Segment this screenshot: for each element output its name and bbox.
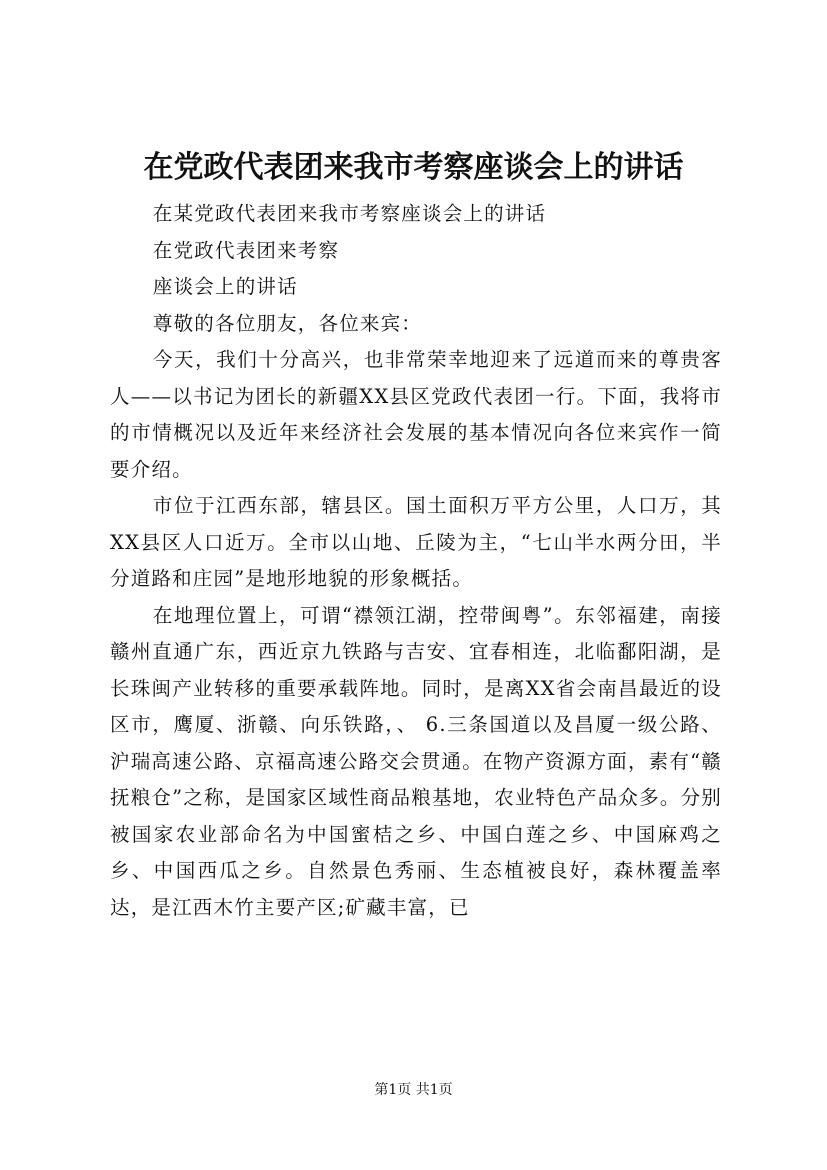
paragraph-intro: 今天，我们十分高兴，也非常荣幸地迎来了远道而来的尊贵客人——以书记为团长的新疆XX县区党政代表团一行。下面，我将市的市情概况以及近年来经济社会发展的基本情况向各位来宾作一简要介绍。 [110, 348, 722, 481]
paragraph-geography: 在地理位置上，可谓“襟领江湖，控带闽粤”。东邻福建，南接赣州直通广东，西近京九铁路与吉安、宜春相连，北临鄱阳湖，是长珠闽产业转移的重要承载阵地。同时，是离XX省会南昌最近的设区市，鹰厦、浙赣、向乐铁路，、 6.三条国道以及昌厦一级公路、沪瑞高速公路、京福高速公路交会贯通。在物产资源方面，素有“赣抚粮仓”之称，是国家区域性商品粮基地，农业特色产品众多。分别被国家农业部命名为中国蜜桔之乡、中国白莲之乡、中国麻鸡之乡、中国西瓜之乡。自然景色秀丽、生态植被良好，森林覆盖率达，是江西木竹主要产区;矿藏丰富，已 [110, 603, 722, 919]
paragraph-subtitle-3: 座谈会上的讲话 [152, 275, 298, 298]
paragraph-subtitle-1: 在某党政代表团来我市考察座谈会上的讲话 [152, 202, 547, 225]
paragraph-location: 市位于江西东部，辖县区。国土面积万平方公里，人口万，其XX县区人口近万。全市以山地、丘陵为主，“七山半水两分田，半分道路和庄园”是地形地貌的形象概括。 [110, 494, 722, 590]
document-body [110, 196, 722, 926]
document-title: 在党政代表团来我市考察座谈会上的讲话 [143, 150, 684, 185]
page-footer: 第1页 共1页 [374, 1082, 453, 1098]
paragraph-salutation: 尊敬的各位朋友，各位来宾： [152, 311, 422, 335]
paragraph-subtitle-2: 在党政代表团来考察 [152, 238, 340, 262]
